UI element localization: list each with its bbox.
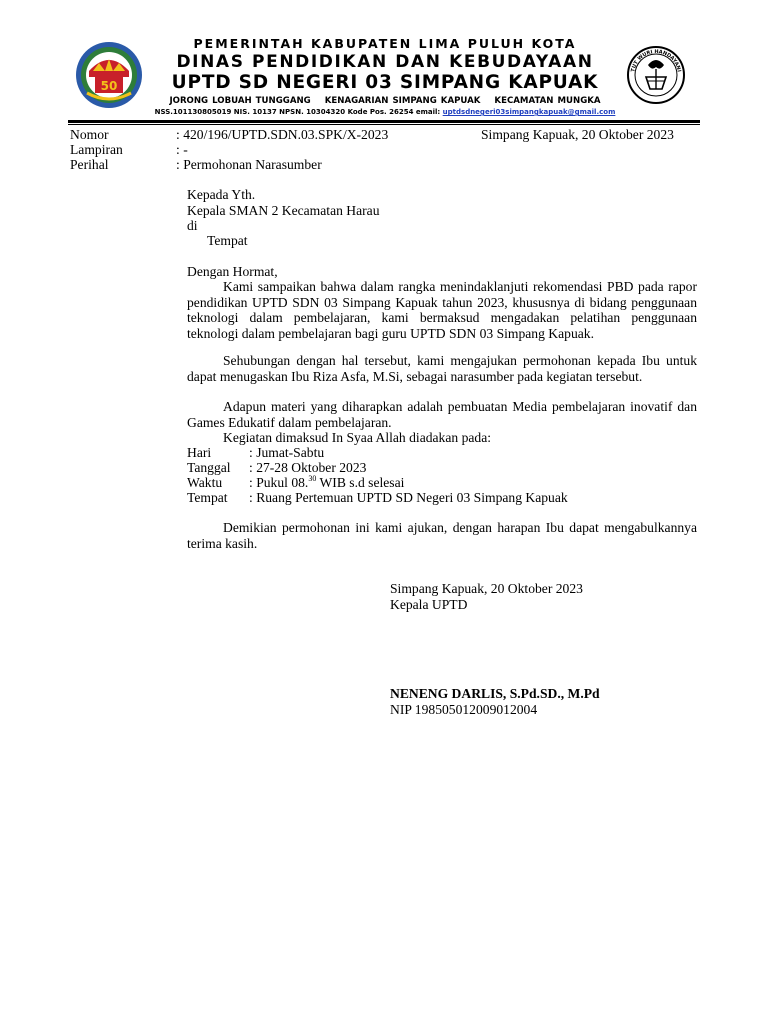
letterhead-government: PEMERINTAH KABUPATEN LIMA PULUH KOTA (193, 36, 577, 51)
schedule-hari-label: Hari (187, 445, 212, 460)
letter-date: Simpang Kapuak, 20 Oktober 2023 (481, 127, 674, 142)
school-ids: NSS.101130805019 NIS. 10137 NPSN. 10304320 Kode Pos. 26254 email: (154, 108, 441, 116)
letterhead-ids (150, 107, 620, 117)
schedule-tempat-value: : Ruang Pertemuan UPTD SD Negeri 03 Simpang Kapuak (249, 490, 568, 505)
school-email-link[interactable]: uptdsdnegeri03simpangkapuak@gmail.com (442, 108, 616, 116)
closing-paragraph: Demikian permohonan ini kami ajukan, dengan harapan Ibu dapat mengabulkannya terima kasih. (187, 520, 697, 551)
nomor-label: Nomor (70, 127, 109, 142)
svg-text:50: 50 (100, 79, 118, 93)
address-kenagarian: KENAGARIAN SIMPANG KAPUAK (324, 96, 481, 106)
greeting: Dengan Hormat, (187, 264, 278, 279)
recipient-salutation: Kepada Yth. (187, 187, 256, 202)
colon: : (176, 157, 180, 172)
signature-nip: NIP 198505012009012004 (390, 702, 538, 717)
paragraph-1: Kami sampaikan bahwa dalam rangka menindaklanjuti rekomendasi PBD pada rapor pendidikan UPTD SDN 03 Simpang Kapuak tahun 2023, khususnya di bidang penggunaan teknologi dalam pembelajaran, kami bermaksud mengadakan pelatihan penggunaan teknologi dalam pembelajaran bagi guru UPTD SDN 03 Simpang Kapuak. (187, 279, 697, 341)
colon: : (176, 142, 180, 157)
letterhead (150, 36, 620, 117)
schedule-tempat-label: Tempat (187, 490, 228, 505)
signature-name: NENENG DARLIS, S.Pd.SD., M.Pd (390, 686, 600, 701)
schedule-tanggal-label: Tanggal (187, 460, 231, 475)
lampiran-value-row (176, 142, 188, 158)
lampiran-value: - (183, 142, 188, 157)
tut-wuri-handayani-logo (626, 45, 686, 105)
letterhead-school: UPTD SD NEGERI 03 SIMPANG KAPUAK (171, 72, 599, 93)
signature-position: Kepala UPTD (390, 597, 468, 612)
recipient-place: Tempat (207, 233, 248, 248)
address-jorong: JORONG LOBUAH TUNGGANG (169, 96, 311, 106)
paragraph-4: Kegiatan dimaksud In Syaa Allah diadakan pada: (223, 430, 492, 445)
schedule-tanggal-value: : 27-28 Oktober 2023 (249, 460, 367, 475)
paragraph-2: Sehubungan dengan hal tersebut, kami mengajukan permohonan kepada Ibu untuk dapat menugaskan Ibu Riza Asfa, M.Si, sebagai narasumber pada kegiatan tersebut. (187, 353, 697, 384)
perihal-value: Permohonan Narasumber (183, 157, 322, 172)
schedule-waktu-label: Waktu (187, 475, 223, 490)
perihal-label: Perihal (70, 157, 109, 172)
nomor-value-row (176, 127, 388, 143)
schedule-waktu-value: : Pukul 08.30 WIB s.d selesai (249, 474, 405, 490)
colon: : (176, 127, 180, 142)
schedule-hari-value: : Jumat-Sabtu (249, 445, 325, 460)
recipient-di: di (187, 218, 198, 233)
svg-text:TUT WURI HANDAYANI: TUT WURI HANDAYANI (630, 48, 682, 73)
nomor-value: 420/196/UPTD.SDN.03.SPK/X-2023 (183, 127, 389, 142)
letterhead-agency: DINAS PENDIDIKAN DAN KEBUDAYAAN (176, 52, 594, 72)
address-kecamatan: KECAMATAN MUNGKA (494, 96, 601, 106)
recipient-name: Kepala SMAN 2 Kecamatan Harau (187, 203, 380, 218)
perihal-value-row (176, 157, 322, 173)
letterhead-rule-thin (68, 124, 700, 125)
signature-place-date: Simpang Kapuak, 20 Oktober 2023 (390, 581, 583, 596)
letterhead-address (150, 95, 620, 107)
regency-emblem-logo (75, 41, 143, 109)
lampiran-label: Lampiran (70, 142, 123, 157)
letterhead-rule-thick (68, 120, 700, 123)
paragraph-3: Adapun materi yang diharapkan adalah pembuatan Media pembelajaran inovatif dan Games Edukatif dalam pembelajaran. (187, 399, 697, 430)
